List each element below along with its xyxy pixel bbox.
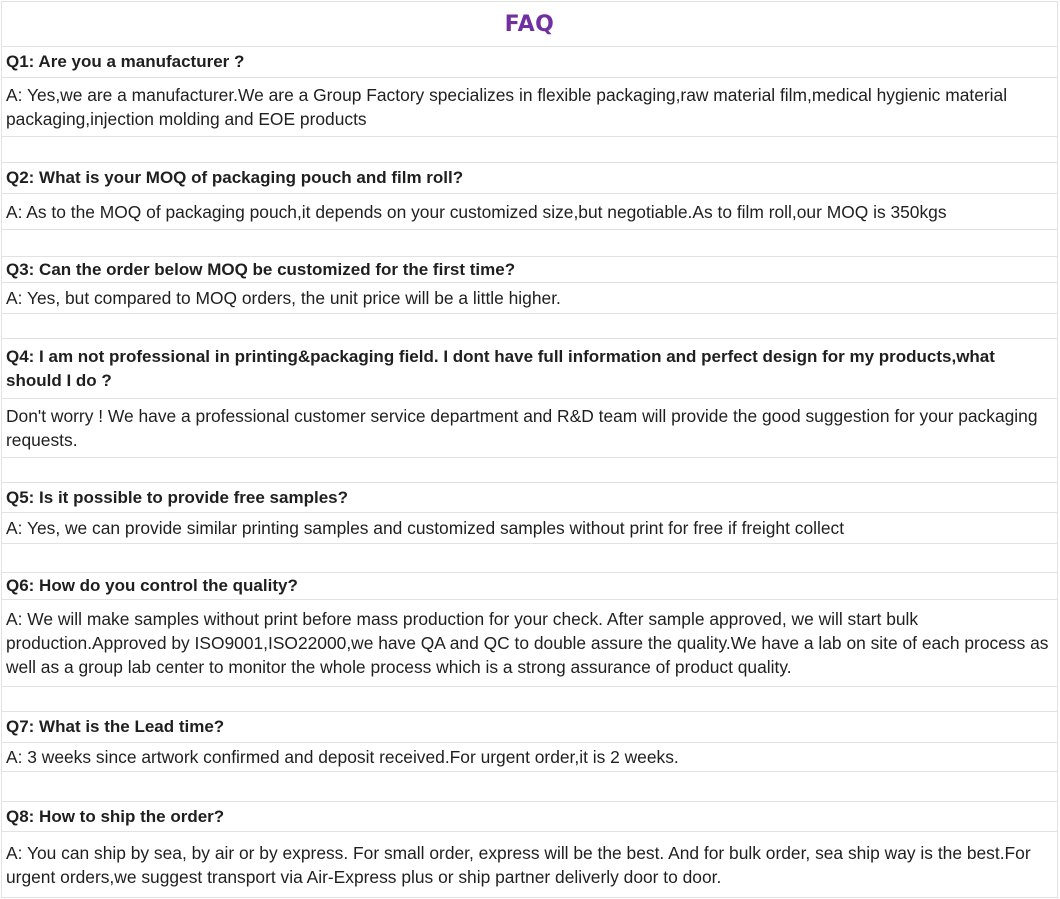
faq-title-row <box>2 2 1057 47</box>
faq-spacer <box>2 314 1057 339</box>
faq-answer-4: Don't worry ! We have a professional customer service department and R&D team will provide the good suggestion for your packaging requests. <box>2 399 1057 458</box>
faq-answer-7: A: 3 weeks since artwork confirmed and deposit received.For urgent order,it is 2 weeks. <box>2 743 1057 772</box>
faq-question-6: Q6: How do you control the quality? <box>2 573 1057 600</box>
faq-spacer <box>2 772 1057 802</box>
faq-question-2: Q2: What is your MOQ of packaging pouch and film roll? <box>2 163 1057 194</box>
faq-answer-2: A: As to the MOQ of packaging pouch,it depends on your customized size,but negotiable.As to film roll,our MOQ is 350kgs <box>2 194 1057 230</box>
faq-answer-6: A: We will make samples without print before mass production for your check. After sample approved, we will start bulk production.Approved by ISO9001,ISO22000,we have QA and QC to double assure the quality.We have a lab on site of each process as well as a group lab center to monitor the whole process which is a strong assurance of product quality. <box>2 600 1057 687</box>
faq-question-7: Q7: What is the Lead time? <box>2 712 1057 743</box>
faq-question-1: Q1: Are you a manufacturer ? <box>2 47 1057 78</box>
page-title: FAQ <box>504 11 555 37</box>
faq-answer-5: A: Yes, we can provide similar printing samples and customized samples without print for free if freight collect <box>2 513 1057 544</box>
faq-spacer <box>2 230 1057 257</box>
faq-spacer <box>2 544 1057 573</box>
faq-question-8: Q8: How to ship the order? <box>2 802 1057 832</box>
faq-answer-1: A: Yes,we are a manufacturer.We are a Group Factory specializes in flexible packaging,raw material film,medical hygienic material packaging,injection molding and EOE products <box>2 78 1057 137</box>
faq-question-4: Q4: I am not professional in printing&packaging field. I dont have full information and perfect design for my products,what should I do ? <box>2 339 1057 399</box>
faq-spacer <box>2 137 1057 163</box>
faq-table <box>1 1 1058 898</box>
faq-spacer <box>2 687 1057 712</box>
faq-answer-3: A: Yes, but compared to MOQ orders, the unit price will be a little higher. <box>2 283 1057 314</box>
faq-question-5: Q5: Is it possible to provide free samples? <box>2 483 1057 513</box>
faq-question-3: Q3: Can the order below MOQ be customized for the first time? <box>2 257 1057 283</box>
faq-spacer <box>2 458 1057 483</box>
faq-answer-8: A: You can ship by sea, by air or by express. For small order, express will be the best. And for bulk order, sea ship way is the best.For urgent orders,we suggest transport via Air-Express plus or ship partner deliverly door to door. <box>2 832 1057 898</box>
